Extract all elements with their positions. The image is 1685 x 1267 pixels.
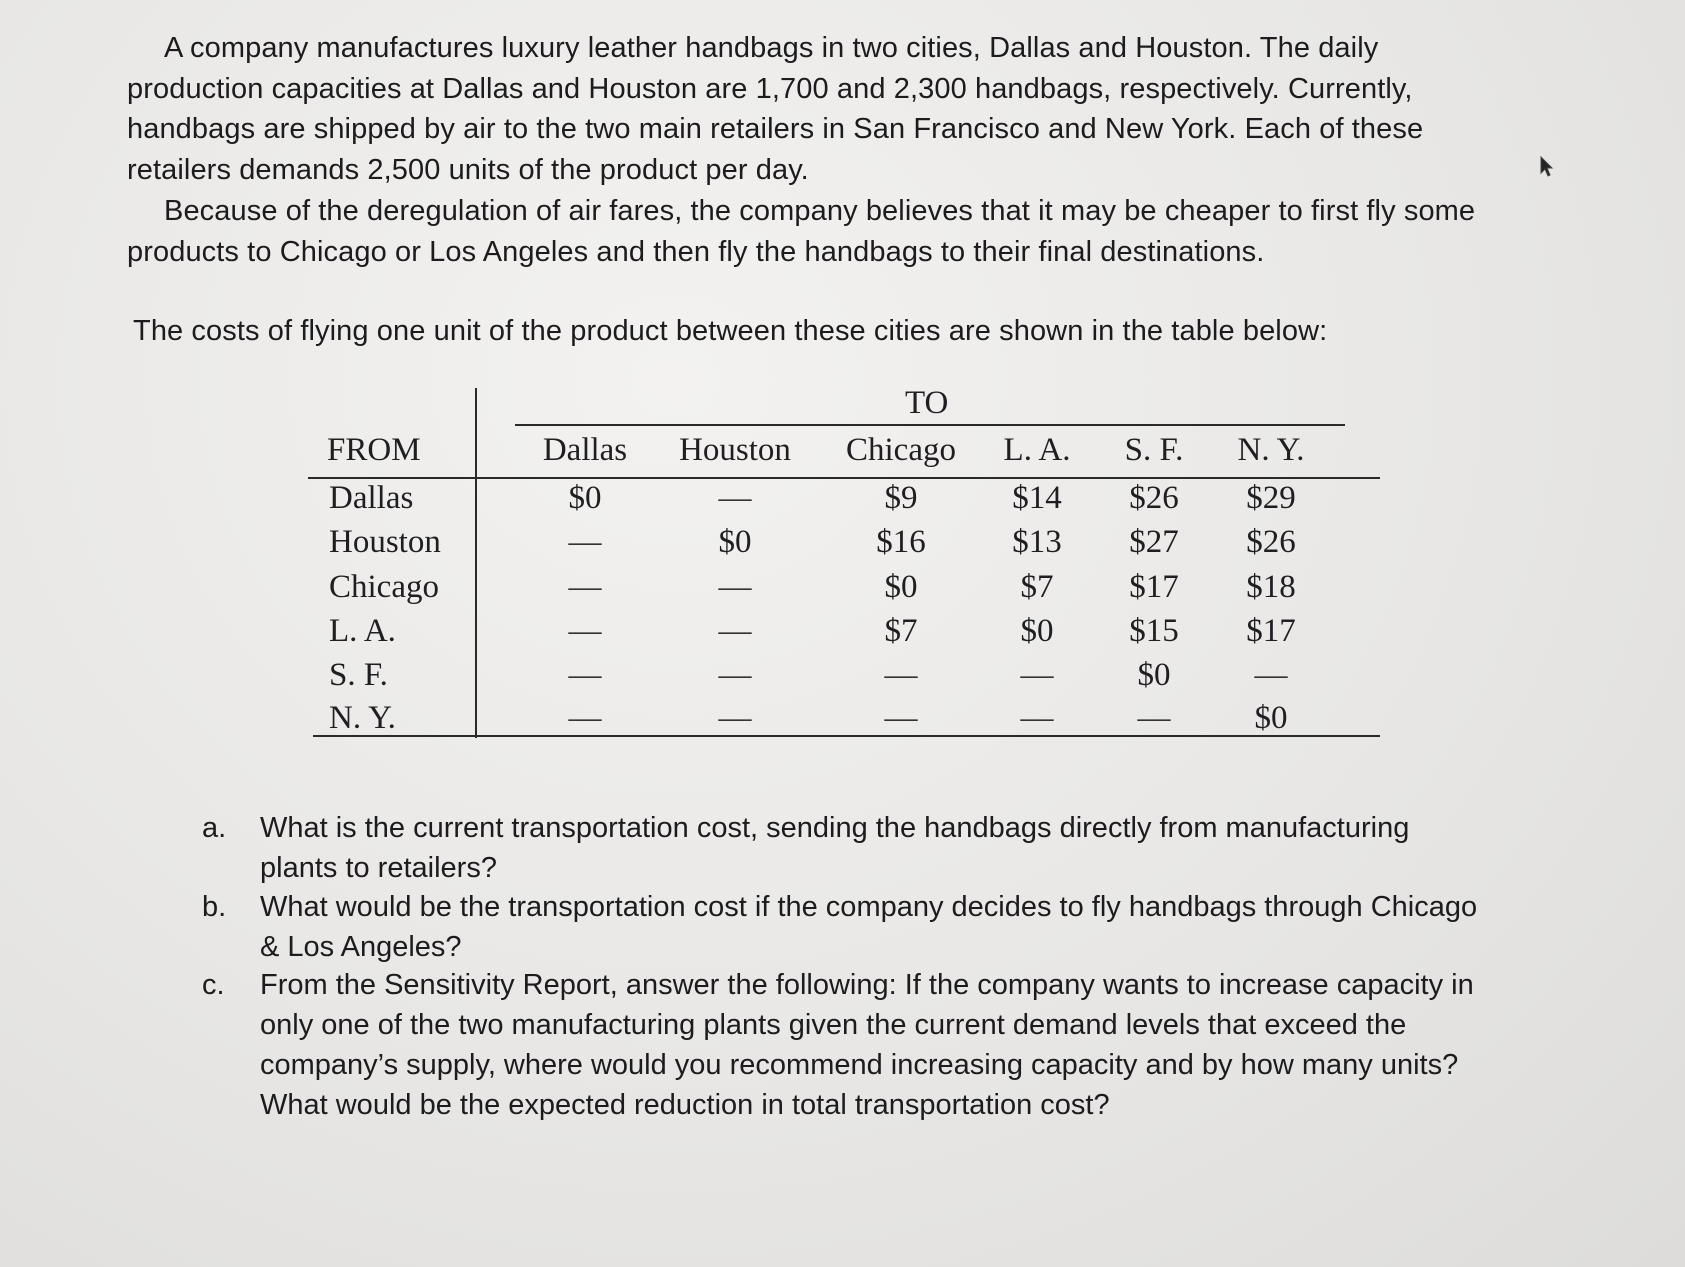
- text-line: retailers demands 2,500 units of the product per day.: [127, 153, 809, 186]
- deregulation-paragraph: [127, 191, 1475, 272]
- cost-cell: $9: [884, 480, 918, 516]
- table-vertical-rule: [475, 388, 477, 738]
- question-letter: a.: [202, 812, 227, 844]
- intro-paragraph: [127, 28, 1423, 190]
- cost-table: [305, 380, 1380, 740]
- empty-cell-dash: —: [718, 569, 752, 605]
- column-header: L. A.: [1003, 432, 1071, 468]
- question-letter: c.: [202, 969, 225, 1001]
- empty-cell-dash: —: [1254, 657, 1288, 693]
- question-line: only one of the two manufacturing plants given the current demand levels that exceed the: [260, 1009, 1407, 1041]
- mouse-pointer-icon: [1538, 156, 1554, 183]
- empty-cell-dash: —: [718, 700, 752, 736]
- question-line: What is the current transportation cost, sending the handbags directly from manufacturing: [260, 812, 1410, 844]
- cost-cell: $26: [1246, 524, 1296, 560]
- empty-cell-dash: —: [884, 700, 918, 736]
- row-label: Houston: [329, 524, 441, 560]
- question-letter: b.: [202, 891, 227, 923]
- column-header: N. Y.: [1237, 432, 1305, 468]
- empty-cell-dash: —: [718, 480, 752, 516]
- cost-cell: $7: [884, 613, 918, 649]
- cost-cell: $0: [884, 569, 918, 605]
- cost-cell: $18: [1246, 569, 1296, 605]
- column-header: Dallas: [542, 432, 628, 468]
- empty-cell-dash: —: [568, 613, 602, 649]
- cost-cell: $26: [1129, 480, 1179, 516]
- column-header: S. F.: [1124, 432, 1184, 468]
- text-line: production capacities at Dallas and Houston are 1,700 and 2,300 handbags, respectively. Currently,: [127, 72, 1413, 105]
- table-bottom-rule: [313, 735, 1380, 737]
- empty-cell-dash: —: [718, 613, 752, 649]
- column-header: Houston: [679, 432, 791, 468]
- text-line: handbags are shipped by air to the two main retailers in San Francisco and New York. Each of these: [127, 113, 1424, 145]
- cost-cell: $0: [718, 524, 752, 560]
- row-label: Chicago: [329, 569, 439, 605]
- empty-cell-dash: —: [568, 657, 602, 693]
- question-line: company’s supply, where would you recommend increasing capacity and by how many units?: [260, 1049, 1459, 1081]
- row-label: Dallas: [329, 480, 414, 516]
- empty-cell-dash: —: [568, 700, 602, 736]
- question-line: plants to retailers?: [260, 852, 497, 884]
- cost-cell: $13: [1012, 524, 1062, 560]
- empty-cell-dash: —: [1137, 700, 1171, 736]
- table-header-rule: [308, 477, 1380, 479]
- from-header: FROM: [327, 432, 421, 468]
- empty-cell-dash: —: [568, 524, 602, 560]
- cost-cell: $16: [876, 524, 926, 560]
- empty-cell-dash: —: [884, 657, 918, 693]
- cost-cell: $15: [1129, 613, 1179, 649]
- cost-cell: $7: [1020, 569, 1054, 605]
- table-to-rule: [515, 424, 1345, 426]
- empty-cell-dash: —: [718, 657, 752, 693]
- table-intro-text: The costs of flying one unit of the product between these cities are shown in the table below:: [133, 315, 1328, 347]
- row-label: N. Y.: [329, 700, 396, 736]
- cost-cell: $0: [568, 480, 602, 516]
- cost-cell: $0: [1020, 613, 1054, 649]
- empty-cell-dash: —: [1020, 657, 1054, 693]
- cost-cell: $17: [1129, 569, 1179, 605]
- column-header: Chicago: [846, 432, 956, 468]
- cost-cell: $17: [1246, 613, 1296, 649]
- question-line: & Los Angeles?: [260, 931, 462, 963]
- question-line: What would be the transportation cost if the company decides to fly handbags through Chicago: [260, 891, 1478, 923]
- text-line: products to Chicago or Los Angeles and then fly the handbags to their final destinations.: [127, 235, 1265, 268]
- cost-cell: $0: [1137, 657, 1171, 693]
- cost-cell: $14: [1012, 480, 1062, 516]
- to-header: TO: [905, 385, 949, 421]
- empty-cell-dash: —: [1020, 700, 1054, 736]
- cost-cell: $29: [1246, 480, 1296, 516]
- empty-cell-dash: —: [568, 569, 602, 605]
- row-label: L. A.: [329, 613, 396, 649]
- row-label: S. F.: [329, 657, 388, 693]
- question-line: What would be the expected reduction in total transportation cost?: [260, 1089, 1110, 1121]
- cost-cell: $27: [1129, 524, 1179, 560]
- cost-cell: $0: [1254, 700, 1288, 736]
- text-line: Because of the deregulation of air fares, the company believes that it may be cheaper to first fly some: [164, 195, 1476, 227]
- question-line: From the Sensitivity Report, answer the following: If the company wants to increase capacity in: [260, 969, 1474, 1001]
- text-line: A company manufactures luxury leather handbags in two cities, Dallas and Houston. The daily: [164, 32, 1379, 64]
